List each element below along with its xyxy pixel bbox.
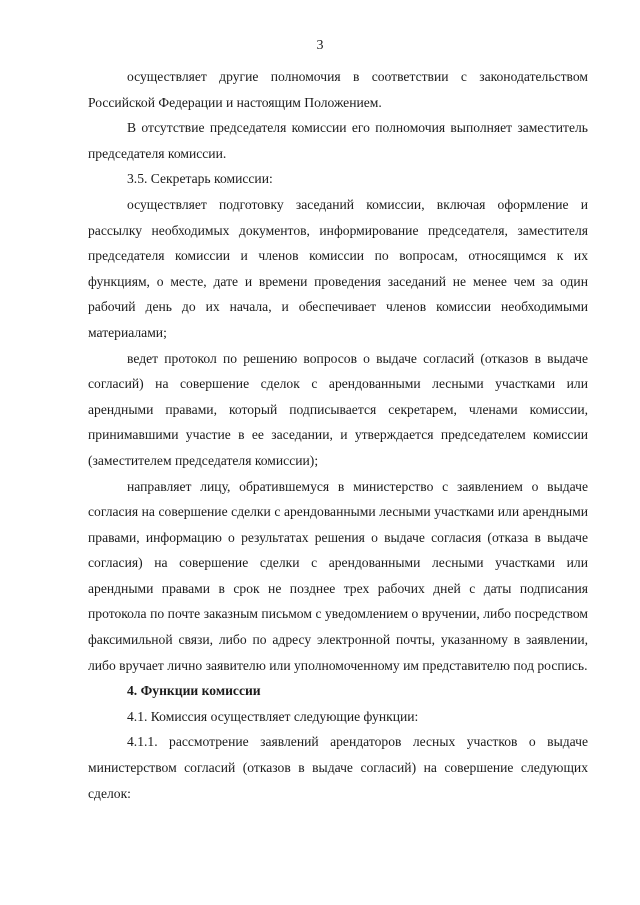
paragraph-secretary-preparation: осуществляет подготовку заседаний комиссии, включая оформление и рассылку необходимых документов, информирование председателя, заместителя председателя комиссии и членов комиссии по вопросам, относящимся к их функциям, о месте, дате и времени проведения заседаний не менее чем за один рабочий день до их начала, и обеспечивает членов комиссии необходимыми материалами; <box>88 196 588 340</box>
paragraph-chair-absence: В отсутствие председателя комиссии его полномочия выполняет заместитель председателя комиссии. <box>88 120 588 161</box>
paragraph-secretary-notification: направляет лицу, обратившемуся в министерство с заявлением о выдаче согласия на совершение сделки с арендованными лесными участками или арендными правами, информацию о результатах решения о выдаче согласия (отказа в выдаче согласия) на совершение сделки с арендованными лесными участками или арендными правами в срок не позднее трех рабочих дней с даты подписания протокола по почте заказным письмом с уведомлением о вручении, либо посредством факсимильной связи, либо по адресу электронной почты, указанному в заявлении, либо вручает лично заявителю или уполномоченному им представителю под роспись. <box>88 478 588 673</box>
document-body <box>88 64 588 806</box>
paragraph-secretary-heading: 3.5. Секретарь комиссии: <box>127 171 273 187</box>
section-heading-functions: 4. Функции комиссии <box>127 683 261 699</box>
paragraph-functions-intro: 4.1. Комиссия осуществляет следующие функции: <box>127 708 419 724</box>
paragraph-other-powers: осуществляет другие полномочия в соответствии с законодательством Российской Федерации и настоящим Положением. <box>88 69 588 110</box>
paragraph-function-4-1-1: 4.1.1. рассмотрение заявлений арендаторов лесных участков о выдаче министерством согласий (отказов в выдаче согласий) на совершение следующих сделок: <box>88 734 588 801</box>
page-number: 3 <box>316 38 324 53</box>
paragraph-secretary-protocol: ведет протокол по решению вопросов о выдаче согласий (отказов в выдаче согласий) на совершение сделок с арендованными лесными участками или арендными правами, который подписывается секретарем, членами комиссии, принимавшими участие в ее заседании, и утверждается председателем комиссии (заместителем председателя комиссии); <box>88 350 588 468</box>
